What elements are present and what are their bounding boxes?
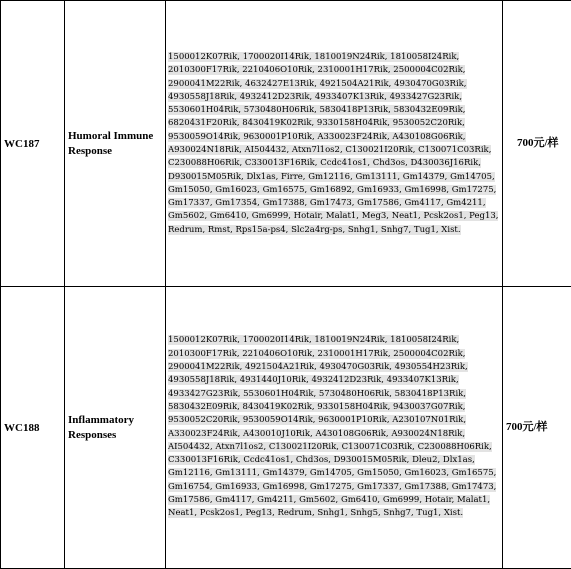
product-code-cell (1, 1, 65, 287)
table-row (1, 1, 571, 287)
category-cell (65, 287, 166, 569)
category-name: Inflammatory Responses (65, 413, 165, 443)
table-row (1, 287, 571, 569)
price: 700元/样 (503, 420, 571, 435)
product-code: WC188 (1, 422, 64, 434)
price: 700元/样 (503, 136, 571, 151)
category-cell (65, 1, 166, 287)
product-code-cell (1, 287, 65, 569)
category-name: Humoral Immune Response (65, 129, 165, 159)
price-cell (503, 287, 571, 569)
gene-list: 1500012K07Rik, 1700020I14Rik, 1810019N24Rik, 1810058I24Rik, 2010300F17Rik, 2210406O10Rik, 2310001H17Rik, 2500004C02Rik, 2900041M22Rik, 4921504A21Rik, 4930470G03Rik, 4930554H23Rik, 4930558J18Rik, 4931440J10Rik, 4932412D23Rik, 4933407K13Rik, 4933427G23Rik, 5530601H04Rik, 5730480H06Rik, 5830418P13Rik, 5830432E09Rik, 8430419K02Rik, 9330158H04Rik, 9430037G07Rik, 9530052C20Rik, 9530059O14Rik, 9630001P10Rik, A230107N01Rik, A330023F24Rik, A430010J10Rik, A430108G06Rik, A930024N18Rik, AI504432, Atxn7l1os2, C130021I20Rik, C130071C03Rik, C230088H06Rik, C330013F16Rik, Ccdc41os1, Chd3os, D930015M05Rik, Dleu2, Dlx1as, Gm12116, Gm13111, Gm14379, Gm14705, Gm15050, Gm16023, Gm16575, Gm16754, Gm16933, Gm16998, Gm17275, Gm17337, Gm17388, Gm17473, Gm17586, Gm4117, Gm4211, Gm5602, Gm6410, Gm6999, Hotair, Malat1, Neat1, Pcsk2os1, Peg13, Redrum, Snhg1, Snhg5, Snhg7, Tug1, Xist. (168, 335, 496, 518)
gene-list-cell (166, 287, 503, 569)
product-code: WC187 (1, 138, 64, 150)
gene-list-cell (166, 1, 503, 287)
gene-list: 1500012K07Rik, 1700020I14Rik, 1810019N24Rik, 1810058I24Rik, 2010300F17Rik, 2210406O10Rik, 2310001H17Rik, 2500004C02Rik, 2900041M22Rik, 4632427E13Rik, 4921504A21Rik, 4930470G03Rik, 4930558J18Rik, 4932412D23Rik, 4933407K13Rik, 4933427G23Rik, 5530601H04Rik, 5730480H06Rik, 5830418P13Rik, 5830432E09Rik, 6820431F20Rik, 8430419K02Rik, 9330158H04Rik, 9530052C20Rik, 9530059O14Rik, 9630001P10Rik, A330023F24Rik, A430108G06Rik, A930024N18Rik, AI504432, Atxn7l1os2, C130021I20Rik, C130071C03Rik, C230088H06Rik, C330013F16Rik, Ccdc41os1, Chd3os, D430036J16Rik, D930015M05Rik, Dlx1as, Firre, Gm12116, Gm13111, Gm14379, Gm14705, Gm15050, Gm16023, Gm16575, Gm16892, Gm16933, Gm16998, Gm17275, Gm17337, Gm17354, Gm17388, Gm17473, Gm17586, Gm4117, Gm4211, Gm5602, Gm6410, Gm6999, Hotair, Malat1, Meg3, Neat1, Pcsk2os1, Peg13, Redrum, Rmst, Rps15a-ps4, Slc2a4rg-ps, Snhg1, Snhg7, Tug1, Xist. (168, 52, 498, 235)
price-cell (503, 1, 571, 287)
